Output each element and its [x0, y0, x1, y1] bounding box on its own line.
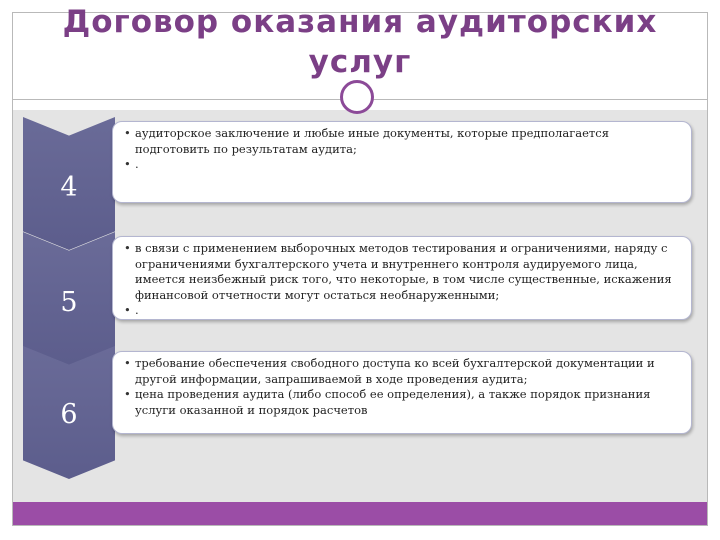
step-bullet: • требование обеспечения свободного доступа ко всей бухгалтерской документации и другой информации, запрашиваемой в ходе проведения аудита; [123, 356, 683, 387]
bottom-accent-bar [13, 502, 707, 525]
step-card-4 [112, 121, 692, 203]
step-bullet-list-5 [123, 241, 683, 319]
step-bullet-list-4 [123, 126, 683, 173]
step-number-6: 6 [60, 399, 78, 430]
slide-title: Договор оказания аудиторских услуг [62, 4, 658, 80]
step-number-5: 5 [60, 287, 78, 318]
step-number-4: 4 [60, 172, 78, 203]
step-bullet: • цена проведения аудита (либо способ ее определения), а также порядок признания услуги оказанной и порядок расчетов [123, 387, 683, 418]
step-card-6 [112, 351, 692, 434]
step-bullet: • аудиторское заключение и любые иные документы, которые предполагается подготовить по результатам аудита; [123, 126, 683, 157]
step-bullet-list-6 [123, 356, 683, 418]
step-bullet: • в связи с применением выборочных методов тестирования и ограничениями, наряду с ограничениями бухгалтерского учета и внутреннего контроля аудируемого лица, имеется неизбежный риск того, что некоторые, в том числе существенные, искажения финансовой отчетности могут остаться необнаруженными; [123, 241, 683, 303]
step-bullet: • . [123, 157, 683, 173]
step-card-5 [112, 236, 692, 320]
step-bullet: • . [123, 303, 683, 319]
decorative-circle [340, 80, 374, 114]
